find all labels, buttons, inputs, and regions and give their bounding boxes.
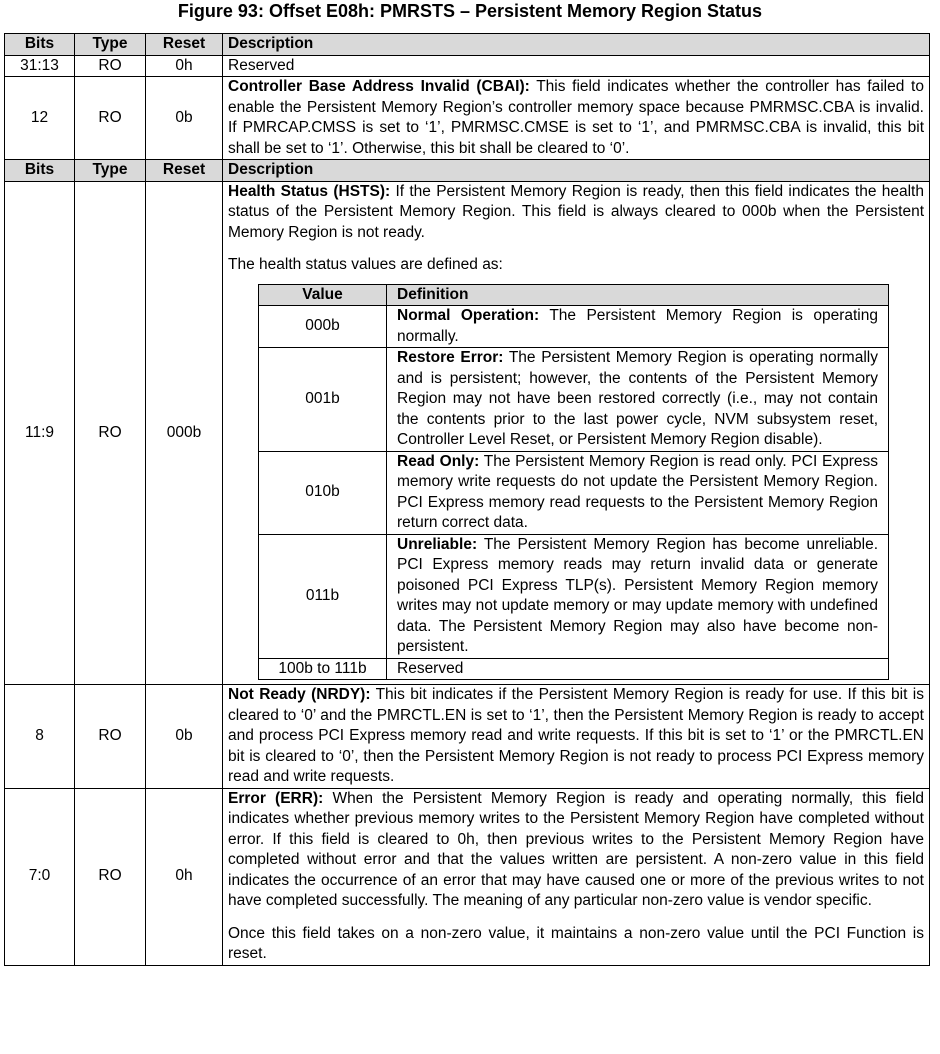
row-type: RO <box>75 685 146 789</box>
definition-name: Unreliable: <box>397 535 478 553</box>
inner-value: 001b <box>259 348 387 452</box>
header-description: Description <box>223 34 930 56</box>
inner-definition <box>387 306 889 348</box>
definition-text: The Persistent Memory Region has become unreliable. PCI Express memory reads may return invalid data or generate poisoned PCI Express TLP(s). Persistent Memory Region memory writes may not update memory or may update memory with undefined data. The Persistent Memory Region may also have become non-persistent. <box>397 535 879 655</box>
field-text-2: The health status values are defined as: <box>228 256 503 273</box>
table-row <box>5 685 930 789</box>
row-reset: 0h <box>146 55 223 77</box>
inner-value: 011b <box>259 534 387 658</box>
definition-text: The Persistent Memory Region is operating normally and is persistent; however, the contents of the Persistent Memory Region may not have been restored correctly (i.e., may not contain the contents prior to the last power cycle, NVM subsystem reset, Controller Level Reset, or Persistent Memory Region disable). <box>397 349 878 448</box>
inner-definition <box>387 451 889 534</box>
definition-name: Restore Error: <box>397 349 504 366</box>
inner-value: 100b to 111b <box>259 658 387 680</box>
definition-text: The Persistent Memory Region is read only. PCI Express memory write requests do not update the Persistent Memory Region. PCI Express memory read requests to the Persistent Memory Region return correct data. <box>397 452 879 531</box>
field-text-2: Once this field takes on a non-zero value, it maintains a non-zero value until the PCI Function is reset. <box>228 924 924 962</box>
figure-title: Figure 93: Offset E08h: PMRSTS – Persistent Memory Region Status <box>177 1 763 21</box>
row-description <box>223 181 930 685</box>
inner-definition: Reserved <box>387 658 889 680</box>
table-row <box>5 55 930 77</box>
health-status-table <box>258 284 889 681</box>
inner-row <box>259 534 889 658</box>
inner-value: 010b <box>259 451 387 534</box>
row-type: RO <box>75 55 146 77</box>
inner-row <box>259 451 889 534</box>
header-reset: Reset <box>146 160 223 182</box>
table-row <box>5 77 930 160</box>
row-type: RO <box>75 788 146 965</box>
inner-header <box>259 284 889 306</box>
row-bits: 12 <box>5 77 75 160</box>
row-reset: 0h <box>146 788 223 965</box>
header-reset: Reset <box>146 34 223 56</box>
register-table <box>4 33 930 966</box>
inner-definition <box>387 534 889 658</box>
inner-row <box>259 348 889 452</box>
field-text: This bit indicates if the Persistent Memory Region is ready for use. If this bit is cleared to ‘0’ and the PMRCTL.EN is set to ‘1’, then the Persistent Memory Region is ready to accept and process PCI Express memory read and write requests. If this bit is set to ‘1’ or the PMRCTL.EN bit is cleared to ‘0’, then the Persistent Memory Region is not ready to process PCI Express memory read and write requests. <box>228 686 924 785</box>
row-description <box>223 77 930 160</box>
inner-value: 000b <box>259 306 387 348</box>
row-description: Reserved <box>223 55 930 77</box>
field-name: Not Ready (NRDY): <box>228 686 371 703</box>
row-reset: 000b <box>146 181 223 685</box>
field-name: Error (ERR): <box>228 789 324 807</box>
definition-name: Read Only: <box>397 452 480 470</box>
table-header <box>5 34 930 56</box>
row-reset: 0b <box>146 685 223 789</box>
header-bits: Bits <box>5 34 75 56</box>
table-row <box>5 181 930 685</box>
row-reset: 0b <box>146 77 223 160</box>
field-text: This field indicates whether the controller has failed to enable the Persistent Memory Region’s controller memory space because PMRMSC.CBA is invalid. If PMRCAP.CMSS is set to ‘1’, PMRMSC.CMSE is set to ‘1’, and PMRMSC.CBA is invalid, this bit shall be set to ‘1’. Otherwise, this bit shall be cleared to ‘0’. <box>228 78 924 157</box>
field-text: When the Persistent Memory Region is ready and operating normally, this field indicates whether previous memory writes to the Persistent Memory Region have completed without error. If this field is cleared to 0h, then previous writes to the Persistent Memory Region have completed without error and that the values written are persistent. A non-zero value in this field indicates the occurrence of an error that may have caused one or more of the previous writes to not have completed successfully. The meaning of any particular non-zero value is vendor specific. <box>228 789 925 909</box>
header-bits: Bits <box>5 160 75 182</box>
inner-header-value: Value <box>259 284 387 306</box>
table-row <box>5 788 930 965</box>
row-bits: 8 <box>5 685 75 789</box>
definition-text: The Persistent Memory Region is operating normally. <box>397 307 878 345</box>
field-text: If the Persistent Memory Region is ready, then this field indicates the health status of the Persistent Memory Region. This field is always cleared to 000b when the Persistent Memory Region is not ready. <box>228 182 924 241</box>
field-name: Health Status (HSTS): <box>228 182 391 200</box>
row-description <box>223 788 930 965</box>
row-type: RO <box>75 77 146 160</box>
header-description: Description <box>223 160 930 182</box>
row-type: RO <box>75 181 146 685</box>
row-bits: 31:13 <box>5 55 75 77</box>
row-bits: 7:0 <box>5 788 75 965</box>
inner-definition <box>387 348 889 452</box>
inner-header-definition: Definition <box>387 284 889 306</box>
definition-name: Normal Operation: <box>397 307 540 324</box>
row-description <box>223 685 930 789</box>
inner-row <box>259 658 889 680</box>
header-type: Type <box>75 34 146 56</box>
row-bits: 11:9 <box>5 181 75 685</box>
inner-row <box>259 306 889 348</box>
field-name: Controller Base Address Invalid (CBAI): <box>228 78 530 95</box>
header-type: Type <box>75 160 146 182</box>
table-header-repeat <box>5 160 930 182</box>
